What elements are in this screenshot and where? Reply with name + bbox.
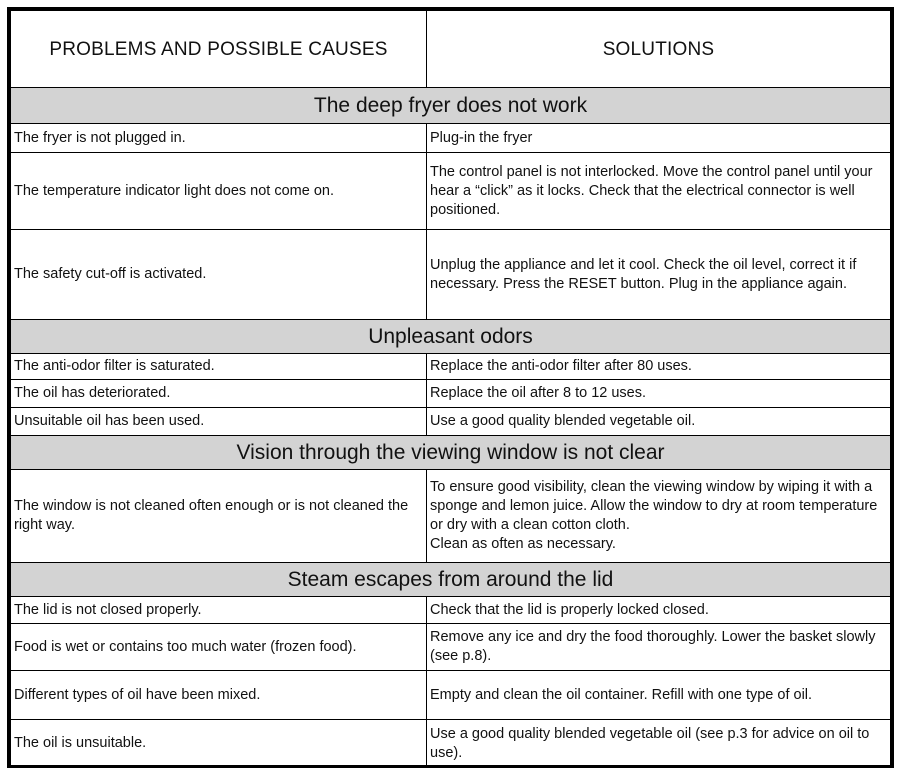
section-header-viewing-window (11, 436, 891, 470)
problem-cell: The oil is unsuitable. (11, 720, 427, 768)
table-row (11, 624, 891, 671)
solution-cell: Unplug the appliance and let it cool. Check the oil level, correct it if necessary. Press the RESET button. Plug in the appliance again. (427, 230, 891, 320)
solution-cell: Use a good quality blended vegetable oil (see p.3 for advice on oil to use). (427, 720, 891, 768)
solution-cell: Check that the lid is properly locked closed. (427, 597, 891, 624)
solution-cell: To ensure good visibility, clean the viewing window by wiping it with a sponge and lemon juice. Allow the window to dry at room temperature or dry with a clean cotton cloth. Clean as often as necessary. (427, 470, 891, 563)
table-row (11, 124, 891, 153)
troubleshooting-table-frame (7, 7, 894, 768)
table-row (11, 380, 891, 408)
problem-cell: Unsuitable oil has been used. (11, 408, 427, 436)
troubleshooting-table (10, 10, 891, 768)
table-row (11, 720, 891, 768)
problem-cell: The anti-odor filter is saturated. (11, 354, 427, 380)
solution-cell: The control panel is not interlocked. Move the control panel until your hear a “click” as it locks. Check that the electrical connector is well positioned. (427, 153, 891, 230)
problem-cell: Different types of oil have been mixed. (11, 671, 427, 720)
table-row (11, 230, 891, 320)
header-problems: PROBLEMS AND POSSIBLE CAUSES (11, 11, 427, 88)
table-row (11, 408, 891, 436)
table-header-row (11, 11, 891, 88)
solution-cell: Plug-in the fryer (427, 124, 891, 153)
problem-cell: The oil has deteriorated. (11, 380, 427, 408)
section-title: Vision through the viewing window is not clear (11, 436, 891, 470)
section-title: Steam escapes from around the lid (11, 563, 891, 597)
section-header-deep-fryer (11, 88, 891, 124)
table-row (11, 671, 891, 720)
solution-cell: Use a good quality blended vegetable oil. (427, 408, 891, 436)
problem-cell: The window is not cleaned often enough or is not cleaned the right way. (11, 470, 427, 563)
solution-cell: Replace the anti-odor filter after 80 uses. (427, 354, 891, 380)
header-solutions: SOLUTIONS (427, 11, 891, 88)
table-row (11, 597, 891, 624)
problem-cell: The safety cut-off is activated. (11, 230, 427, 320)
table-row (11, 470, 891, 563)
solution-cell: Empty and clean the oil container. Refill with one type of oil. (427, 671, 891, 720)
problem-cell: The fryer is not plugged in. (11, 124, 427, 153)
section-title: The deep fryer does not work (11, 88, 891, 124)
section-title: Unpleasant odors (11, 320, 891, 354)
table-row (11, 153, 891, 230)
solution-cell: Replace the oil after 8 to 12 uses. (427, 380, 891, 408)
section-header-steam (11, 563, 891, 597)
problem-cell: The temperature indicator light does not come on. (11, 153, 427, 230)
solution-cell: Remove any ice and dry the food thoroughly. Lower the basket slowly (see p.8). (427, 624, 891, 671)
problem-cell: Food is wet or contains too much water (frozen food). (11, 624, 427, 671)
table-row (11, 354, 891, 380)
problem-cell: The lid is not closed properly. (11, 597, 427, 624)
section-header-odors (11, 320, 891, 354)
